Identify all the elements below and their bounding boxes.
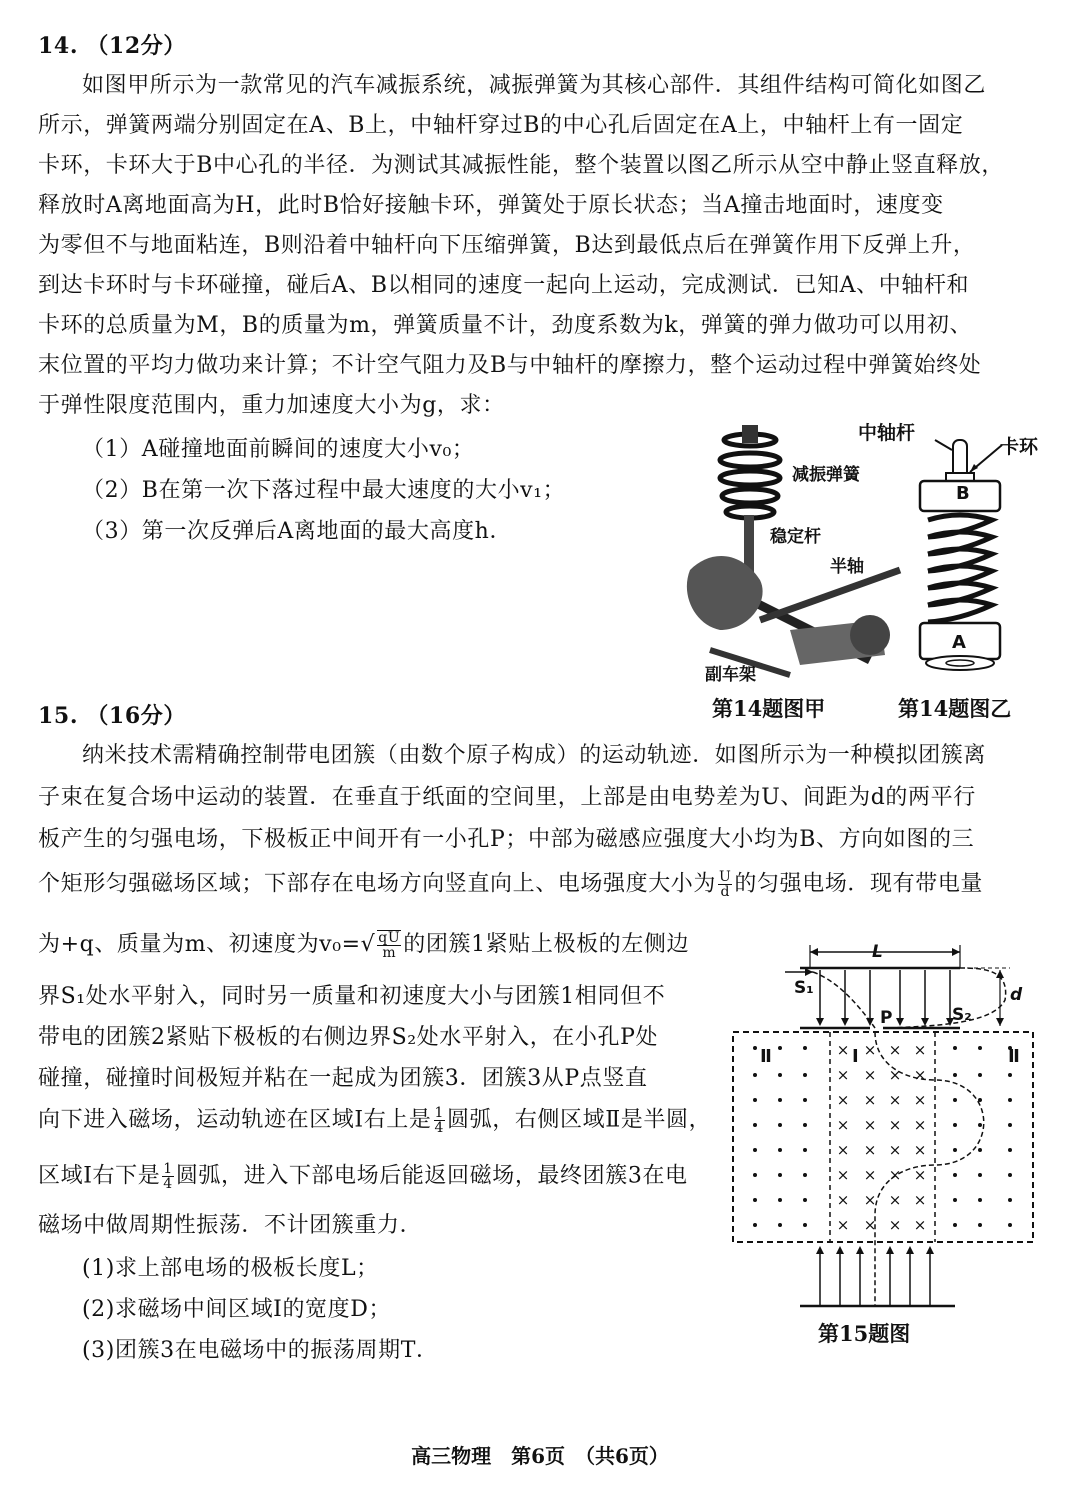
- q14-sub-2: （2）B在第一次下落过程中最大速度的大小v₁；: [82, 478, 566, 503]
- label-L: L: [872, 942, 883, 962]
- svg-text:×: ×: [888, 1141, 902, 1159]
- q15-line-10a: 区域Ⅰ右下是: [38, 1163, 161, 1189]
- q15-line-4: [38, 870, 983, 899]
- q15-line-6: 界S₁处水平射入，同时另一质量和初速度大小与团簇1相同但不: [38, 984, 666, 1009]
- crosses-middle: [837, 1041, 927, 1234]
- q15-line-11: 磁场中做周期性振荡．不计团簇重力．: [38, 1213, 423, 1238]
- q15-line-5a: 为+q、质量为m、初速度为v₀=: [38, 932, 361, 957]
- label-S2: S₂: [952, 1005, 972, 1025]
- label-half-shaft: 半轴: [830, 557, 864, 577]
- svg-text:×: ×: [913, 1066, 927, 1084]
- svg-text:×: ×: [836, 1191, 850, 1209]
- label-b: B: [956, 483, 970, 504]
- label-axle-rod: 中轴杆: [858, 422, 916, 444]
- svg-text:×: ×: [913, 1191, 927, 1209]
- shock-spring-drawing: [720, 434, 780, 518]
- svg-text:×: ×: [863, 1166, 877, 1184]
- svg-text:×: ×: [836, 1166, 850, 1184]
- q15-heading: 15. （16分）: [38, 703, 186, 729]
- label-P: P: [880, 1008, 893, 1028]
- label-stabilizer: 稳定杆: [770, 527, 821, 547]
- svg-text:×: ×: [836, 1091, 850, 1109]
- sqrt-expression: √ $\frac{qU}{m}$: [360, 930, 401, 961]
- q15-line-4b: 的匀强电场．现有带电量: [734, 871, 984, 897]
- q15-line-9: [38, 1106, 711, 1135]
- label-d: d: [1010, 985, 1023, 1005]
- q15-caption: 第15题图: [818, 1321, 911, 1346]
- q15-line-10: [38, 1162, 688, 1191]
- svg-text:×: ×: [888, 1191, 902, 1209]
- svg-text:×: ×: [863, 1216, 877, 1234]
- svg-text:×: ×: [888, 1091, 902, 1109]
- q14-label-arrows: [900, 420, 1040, 500]
- q15-line-5b: 的团簇1紧贴上极板的左侧边: [403, 932, 690, 957]
- svg-text:×: ×: [863, 1066, 877, 1084]
- spring-coils: [928, 515, 992, 622]
- fraction-u-over-d: $\frac{U}{d}$: [719, 869, 732, 900]
- svg-text:×: ×: [888, 1066, 902, 1084]
- q14-line-9: 于弹性限度范围内，重力加速度大小为g，求：: [38, 393, 505, 418]
- q14-line-3: 卡环，卡环大于B中心孔的半径．为测试其减振性能，整个装置以图乙所示从空中静止竖直释放，: [38, 153, 1004, 178]
- q14-sub-1: （1）A碰撞地面前瞬间的速度大小v₀；: [82, 437, 475, 462]
- svg-text:×: ×: [913, 1166, 927, 1184]
- q15-figure: [725, 940, 1045, 1320]
- svg-text:×: ×: [913, 1116, 927, 1134]
- q15-line-1: 纳米技术需精确控制带电团簇（由数个原子构成）的运动轨迹．如图所示为一种模拟团簇离: [82, 743, 987, 768]
- q15-sub-3: (3)团簇3在电磁场中的振荡周期T．: [82, 1338, 439, 1363]
- q15-line-9b: 圆弧，右侧区域Ⅱ是半圆，: [447, 1107, 712, 1133]
- q14-heading: 14. （12分）: [38, 33, 186, 59]
- label-shock-spring: 减振弹簧: [792, 465, 860, 485]
- q14-line-2: 所示，弹簧两端分别固定在A、B上，中轴杆穿过B的中心孔后固定在A上，中轴杆上有一固定: [38, 113, 964, 138]
- svg-text:×: ×: [863, 1091, 877, 1109]
- dots-right: [953, 1046, 1012, 1227]
- q14-line-1: 如图甲所示为一款常见的汽车减振系统，减振弹簧为其核心部件．其组件结构可简化如图乙: [82, 73, 987, 98]
- q15-line-5: [38, 930, 689, 960]
- q14-line-7: 卡环的总质量为M，B的质量为m，弹簧质量不计，劲度系数为k，弹簧的弹力做功可以用初、: [38, 313, 973, 338]
- svg-text:×: ×: [863, 1141, 877, 1159]
- q14-line-6: 到达卡环时与卡环碰撞，碰后A、B以相同的速度一起向上运动，完成测试．已知A、中轴杆和: [38, 273, 970, 298]
- svg-text:×: ×: [863, 1191, 877, 1209]
- q14-line-8: 末位置的平均力做功来计算；不计空气阻力及B与中轴杆的摩擦力，整个运动过程中弹簧始终处: [38, 353, 982, 378]
- q15-line-4a: 个矩形匀强磁场区域；下部存在电场方向竖直向上、电场强度大小为: [38, 871, 717, 897]
- dots-left: [753, 1046, 807, 1227]
- page-footer: 高三物理 第6页 （共6页）: [411, 1444, 669, 1468]
- svg-text:×: ×: [836, 1041, 850, 1059]
- q14-caption-a: 第14题图甲: [712, 696, 826, 721]
- q14-sub-3: （3）第一次反弹后A离地面的最大高度h．: [82, 519, 513, 544]
- label-S1: S₁: [794, 978, 814, 998]
- svg-text:×: ×: [913, 1216, 927, 1234]
- q15-line-8: 碰撞，碰撞时间极短并粘在一起成为团簇3．团簇3从P点竖直: [38, 1066, 648, 1091]
- svg-text:×: ×: [913, 1141, 927, 1159]
- svg-text:×: ×: [863, 1116, 877, 1134]
- label-region-II-right: Ⅱ: [1008, 1046, 1020, 1067]
- svg-text:×: ×: [836, 1216, 850, 1234]
- q15-line-10b: 圆弧，进入下部电场后能返回磁场，最终团簇3在电: [175, 1163, 688, 1189]
- svg-text:×: ×: [836, 1116, 850, 1134]
- q14-line-5: 为零但不与地面粘连，B则沿着中轴杆向下压缩弹簧，B达到最低点后在弹簧作用下反弹上升，: [38, 233, 976, 258]
- q15-line-7: 带电的团簇2紧贴下极板的右侧边界S₂处水平射入，在小孔P处: [38, 1025, 659, 1050]
- q14-figure-a: [670, 420, 910, 690]
- q14-line-4: 释放时A离地面高为H，此时B恰好接触卡环，弹簧处于原长状态；当A撞击地面时，速度变: [38, 193, 944, 218]
- svg-text:×: ×: [888, 1041, 902, 1059]
- q14-caption-b: 第14题图乙: [898, 696, 1012, 721]
- svg-text:×: ×: [913, 1091, 927, 1109]
- label-subframe: 副车架: [705, 665, 756, 685]
- q15-sub-2: (2)求磁场中间区域Ⅰ的宽度D；: [82, 1297, 392, 1322]
- svg-text:×: ×: [913, 1041, 927, 1059]
- svg-text:×: ×: [888, 1116, 902, 1134]
- q15-line-2: 子束在复合场中运动的装置．在垂直于纸面的空间里，上部是由电势差为U、间距为d的两平行: [38, 785, 976, 810]
- label-a: A: [952, 632, 966, 653]
- fraction-quarter-a: $\frac{1}{4}$: [434, 1105, 445, 1136]
- svg-text:×: ×: [863, 1041, 877, 1059]
- svg-text:×: ×: [836, 1066, 850, 1084]
- fraction-quarter-b: $\frac{1}{4}$: [163, 1161, 173, 1192]
- label-region-I: Ⅰ: [852, 1046, 859, 1067]
- q15-line-3: 板产生的匀强电场，下极板正中间开有一小孔P；中部为磁感应强度大小均为B、方向如图的三: [38, 827, 975, 852]
- q15-line-9a: 向下进入磁场，运动轨迹在区域Ⅰ右上是: [38, 1107, 432, 1133]
- q15-sub-1: (1)求上部电场的极板长度L；: [82, 1256, 379, 1281]
- label-snap-ring: 卡环: [1000, 436, 1039, 458]
- label-region-II-left: Ⅱ: [760, 1046, 772, 1067]
- svg-text:×: ×: [888, 1216, 902, 1234]
- svg-text:×: ×: [836, 1141, 850, 1159]
- svg-text:×: ×: [888, 1166, 902, 1184]
